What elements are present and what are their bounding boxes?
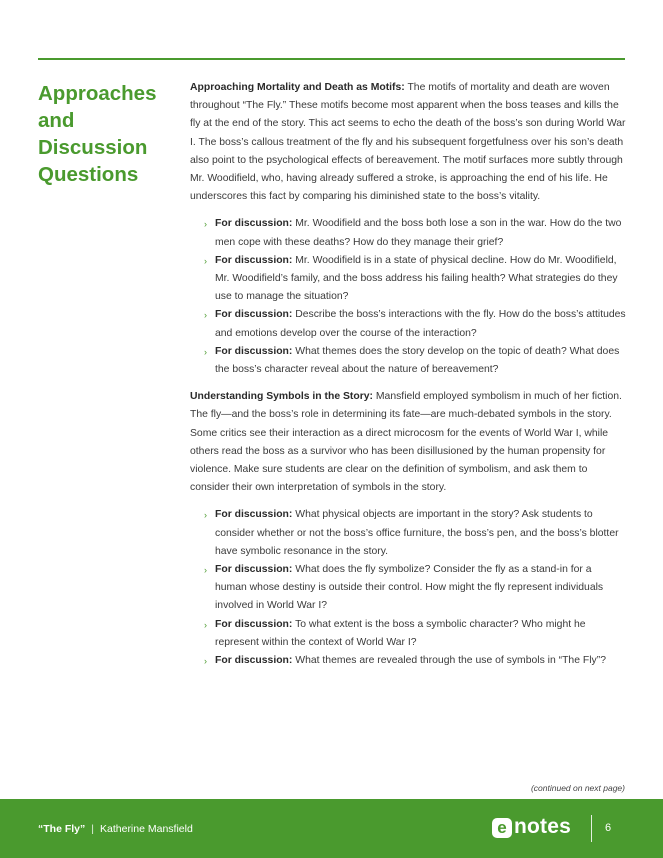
list-item bbox=[204, 616, 626, 652]
discussion-label: For discussion: bbox=[215, 309, 293, 321]
discussion-label: For discussion: bbox=[215, 254, 293, 266]
discussion-text: Mr. Woodifield and the boss both lose a son in the war. How do the two men cope with these deaths? How do they manage their grief? bbox=[215, 218, 622, 248]
enotes-logo-text: notes bbox=[514, 815, 572, 838]
bullet-icon: › bbox=[204, 255, 207, 266]
symbols-discussion-list bbox=[190, 506, 626, 670]
footer-divider bbox=[591, 815, 592, 842]
motifs-text: The motifs of mortality and death are woven throughout “The Fly.” These motifs become most apparent when the boss teases and kills the fly at the end of the story. This act seems to echo the death of the boss’s son during World War I. The boss’s callous treatment of the fly and his subsequent forgetfulness over his son’s death also point to the psychological effects of bereavement. The motif surfaces more subtly through Mr. Woodifield, who, having already suffered a stroke, is approaching the end of his life. He underscores this fact by comparing his diminished state to the boss’s vitality. bbox=[190, 82, 626, 203]
top-divider bbox=[38, 58, 625, 60]
main-content bbox=[190, 79, 626, 679]
discussion-label: For discussion: bbox=[215, 655, 293, 667]
discussion-text: Mr. Woodifield is in a state of physical decline. How do Mr. Woodifield, Mr. Woodifield’s family, and the boss address his failing health? What strategies do they use to manage the situation? bbox=[215, 254, 618, 303]
discussion-text: What physical objects are important in the story? Ask students to consider whether or not the boss’s office furniture, the boss’s pen, and the boss’s blotter have symbolic resonance in the story. bbox=[215, 509, 619, 557]
symbols-text: Mansfield employed symbolism in much of her fiction. The fly—and the boss’s role in determining its fate—are much-debated symbols in the story. Some critics see their interaction as a direct microcosm for the events of World War I, while others read the boss as a survivor who has been disillusioned by the human propensity for violence. Make sure students are clear on the definition of symbolism, and ask them to consider their own interpretation of symbols in the story. bbox=[190, 391, 622, 494]
section-title-line: Discussion bbox=[38, 136, 148, 159]
footer-book-info bbox=[38, 823, 193, 835]
discussion-text: Describe the boss’s interactions with the fly. How do the boss’s attitudes and emotions develop over the course of the interaction? bbox=[215, 309, 626, 339]
footer-book-title: “The Fly” bbox=[38, 823, 86, 835]
list-item bbox=[204, 252, 626, 307]
bullet-icon: › bbox=[204, 510, 207, 521]
section-title-line: Questions bbox=[38, 163, 139, 186]
bullet-icon: › bbox=[204, 619, 207, 630]
discussion-label: For discussion: bbox=[215, 218, 293, 230]
discussion-text: To what extent is the boss a symbolic character? Who might he represent within the context of World War I? bbox=[215, 618, 586, 648]
bullet-icon: › bbox=[204, 219, 207, 230]
footer-separator: | bbox=[91, 823, 94, 835]
motifs-discussion-list bbox=[190, 215, 626, 379]
footer bbox=[0, 799, 663, 858]
discussion-label: For discussion: bbox=[215, 345, 293, 357]
enotes-logo-e: e bbox=[492, 818, 512, 838]
discussion-label: For discussion: bbox=[215, 509, 293, 521]
discussion-text: What does the fly symbolize? Consider the fly as a stand-in for a human whose destiny is outside their control. How might the fly represent individuals involved in World War I? bbox=[215, 564, 604, 612]
page-number: 6 bbox=[605, 822, 612, 834]
symbols-heading: Understanding Symbols in the Story: bbox=[190, 391, 374, 403]
discussion-text: What themes does the story develop on the topic of death? What does the boss’s character reveal about the nature of bereavement? bbox=[215, 345, 620, 376]
bullet-icon: › bbox=[204, 656, 207, 667]
bullet-icon: › bbox=[204, 310, 207, 321]
bullet-icon: › bbox=[204, 346, 207, 357]
section-title-line: Approaches bbox=[38, 82, 157, 105]
list-item bbox=[204, 215, 626, 251]
list-item bbox=[204, 306, 626, 342]
list-item bbox=[204, 652, 626, 670]
list-item bbox=[204, 506, 626, 561]
list-item bbox=[204, 561, 626, 616]
bullet-icon: › bbox=[204, 565, 207, 576]
continued-note: (continued on next page) bbox=[530, 783, 625, 793]
discussion-label: For discussion: bbox=[215, 564, 293, 576]
footer-author: Katherine Mansfield bbox=[100, 823, 193, 835]
section-title-line: and bbox=[38, 109, 75, 132]
discussion-text: What themes are revealed through the use of symbols in “The Fly”? bbox=[292, 655, 606, 667]
motifs-paragraph bbox=[190, 79, 626, 206]
section-title bbox=[38, 80, 178, 188]
symbols-paragraph bbox=[190, 388, 626, 497]
list-item bbox=[204, 343, 626, 379]
motifs-heading: Approaching Mortality and Death as Motifs: bbox=[190, 82, 405, 93]
discussion-label: For discussion: bbox=[215, 618, 293, 630]
